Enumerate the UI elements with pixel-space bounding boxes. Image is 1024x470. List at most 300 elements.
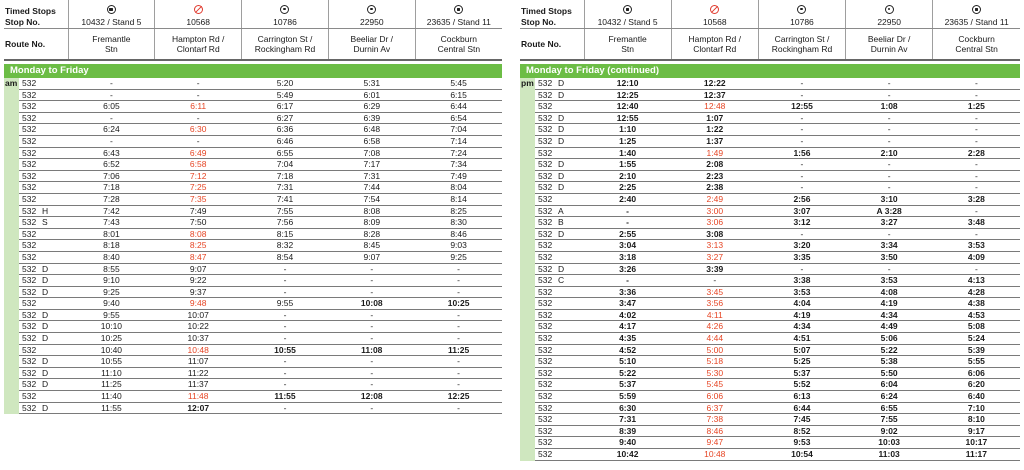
time-cell: 7:44 — [328, 182, 415, 194]
period-label — [520, 205, 535, 217]
time-cell: 5:38 — [846, 356, 933, 368]
service-code: D — [39, 275, 68, 287]
route-number: 532 — [535, 124, 555, 136]
timetable-row — [520, 112, 1020, 124]
period-label — [520, 217, 535, 229]
route-number: 532 — [535, 367, 555, 379]
time-cell: 4:44 — [671, 333, 758, 345]
timetable-row — [4, 182, 502, 194]
time-cell: - — [155, 78, 242, 89]
time-cell: 9:07 — [155, 263, 242, 275]
time-cell: 9:37 — [155, 286, 242, 298]
time-cell: 6:48 — [328, 124, 415, 136]
time-cell: 7:50 — [155, 217, 242, 229]
time-cell: - — [155, 89, 242, 101]
route-number: 532 — [19, 89, 39, 101]
period-label — [4, 402, 19, 414]
time-cell: 6:55 — [242, 147, 329, 159]
time-cell: 3:12 — [758, 217, 845, 229]
route-number: 532 — [535, 205, 555, 217]
time-cell: - — [328, 275, 415, 287]
time-cell: 2:10 — [846, 147, 933, 159]
timetable-row — [520, 275, 1020, 287]
time-cell: 12:08 — [328, 391, 415, 403]
time-cell: 6:36 — [242, 124, 329, 136]
time-cell: - — [758, 182, 845, 194]
time-cell: 6:27 — [242, 112, 329, 124]
route-number: 532 — [19, 228, 39, 240]
timetable-row — [4, 228, 502, 240]
timetable-row — [4, 275, 502, 287]
service-code: D — [555, 228, 584, 240]
time-cell: 5:10 — [584, 356, 671, 368]
route-number: 532 — [535, 298, 555, 310]
period-label — [4, 379, 19, 391]
time-cell: 6:30 — [584, 402, 671, 414]
time-cell: 5:18 — [671, 356, 758, 368]
time-cell: - — [933, 135, 1020, 147]
time-cell: 4:04 — [758, 298, 845, 310]
service-code — [39, 251, 68, 263]
time-cell: 5:59 — [584, 391, 671, 403]
time-cell: 3:53 — [758, 286, 845, 298]
time-cell: 6:49 — [155, 147, 242, 159]
time-cell: 3:53 — [933, 240, 1020, 252]
stop-number: 10786 — [242, 16, 329, 29]
time-cell: 4:19 — [758, 309, 845, 321]
timetable-row — [4, 240, 502, 252]
service-code: D — [39, 356, 68, 368]
time-cell: 3:38 — [758, 275, 845, 287]
route-number: 532 — [535, 112, 555, 124]
time-cell: 9:02 — [846, 425, 933, 437]
time-cell: 7:56 — [242, 217, 329, 229]
time-cell: 2:25 — [584, 182, 671, 194]
time-cell: 11:25 — [68, 379, 155, 391]
time-cell: 6:55 — [846, 402, 933, 414]
time-cell: 9:22 — [155, 275, 242, 287]
stop-number: 23635 / Stand 11 — [415, 16, 502, 29]
time-cell: 11:37 — [155, 379, 242, 391]
period-label — [4, 344, 19, 356]
route-number: 532 — [19, 367, 39, 379]
time-cell: - — [846, 135, 933, 147]
service-code — [555, 101, 584, 113]
time-cell: 9:10 — [68, 275, 155, 287]
service-code: D — [555, 78, 584, 89]
time-cell: 7:14 — [415, 135, 502, 147]
route-number: 532 — [19, 379, 39, 391]
time-cell: 9:40 — [584, 437, 671, 449]
time-cell: 4:34 — [758, 321, 845, 333]
stop-name: Carrington St / Rockingham Rd — [242, 29, 329, 61]
service-code — [39, 135, 68, 147]
time-cell: - — [758, 263, 845, 275]
no-stop-icon — [194, 5, 203, 14]
time-cell: 1:40 — [584, 147, 671, 159]
time-cell: 6:52 — [68, 159, 155, 171]
period-label — [520, 309, 535, 321]
time-cell: 7:10 — [933, 402, 1020, 414]
time-cell: 4:13 — [933, 275, 1020, 287]
timetable-row — [4, 391, 502, 403]
time-cell: 11:08 — [328, 344, 415, 356]
service-code — [555, 193, 584, 205]
period-label — [4, 391, 19, 403]
time-cell: - — [933, 263, 1020, 275]
route-no-label: Route No. — [520, 29, 584, 61]
time-cell: 4:09 — [933, 251, 1020, 263]
time-cell: 9:03 — [415, 240, 502, 252]
time-cell: 10:17 — [933, 437, 1020, 449]
period-label — [520, 159, 535, 171]
time-cell: - — [415, 286, 502, 298]
timetable-row — [4, 344, 502, 356]
timetable-row — [4, 298, 502, 310]
time-cell: 8:08 — [328, 205, 415, 217]
period-label — [520, 228, 535, 240]
time-cell: - — [846, 263, 933, 275]
timetable-row — [520, 402, 1020, 414]
time-cell: 7:24 — [415, 147, 502, 159]
route-number: 532 — [19, 101, 39, 113]
stop-name: Hampton Rd / Clontarf Rd — [155, 29, 242, 61]
route-number: 532 — [535, 286, 555, 298]
route-number: 532 — [19, 112, 39, 124]
time-cell: 5:37 — [758, 367, 845, 379]
time-cell: - — [758, 135, 845, 147]
route-number: 532 — [535, 78, 555, 89]
route-number: 532 — [535, 240, 555, 252]
time-cell: 5:00 — [671, 344, 758, 356]
route-number: 532 — [19, 205, 39, 217]
time-cell: 3:26 — [584, 263, 671, 275]
timetable-row — [520, 240, 1020, 252]
service-code: D — [555, 263, 584, 275]
time-cell: 5:55 — [933, 356, 1020, 368]
period-label — [4, 147, 19, 159]
bus-stop-icon — [454, 5, 463, 14]
time-cell: 4:26 — [671, 321, 758, 333]
period-label — [4, 182, 19, 194]
time-cell: 5:45 — [671, 379, 758, 391]
time-cell: 5:22 — [584, 367, 671, 379]
period-label — [520, 379, 535, 391]
time-cell: 8:52 — [758, 425, 845, 437]
timetable-header — [4, 0, 502, 61]
time-cell: 4:02 — [584, 309, 671, 321]
time-cell: 9:53 — [758, 437, 845, 449]
time-cell: - — [758, 170, 845, 182]
time-cell: 1:07 — [671, 112, 758, 124]
time-cell: 6:13 — [758, 391, 845, 403]
timetable-row — [520, 124, 1020, 136]
time-cell: 3:18 — [584, 251, 671, 263]
time-cell: 9:25 — [68, 286, 155, 298]
time-cell: - — [846, 124, 933, 136]
time-cell: 3:39 — [671, 263, 758, 275]
time-cell: 7:49 — [415, 170, 502, 182]
time-cell: 3:36 — [584, 286, 671, 298]
timetable-row — [4, 101, 502, 113]
time-cell: 11:07 — [155, 356, 242, 368]
time-cell: 2:49 — [671, 193, 758, 205]
time-cell: 8:39 — [584, 425, 671, 437]
route-no-label: Route No. — [4, 29, 68, 61]
time-cell: 6:46 — [242, 135, 329, 147]
stop-name: Beeliar Dr / Durnin Av — [846, 29, 933, 61]
stop-number: 23635 / Stand 11 — [933, 16, 1020, 29]
time-cell: 4:11 — [671, 309, 758, 321]
period-label — [4, 193, 19, 205]
time-cell: 6:01 — [328, 89, 415, 101]
stop-number: 22950 — [328, 16, 415, 29]
time-cell: 6:06 — [671, 391, 758, 403]
timetable-row — [520, 425, 1020, 437]
service-code: D — [39, 367, 68, 379]
route-number: 532 — [535, 275, 555, 287]
timetable-row — [520, 89, 1020, 101]
timetable-row — [520, 414, 1020, 426]
time-cell: 6:40 — [933, 391, 1020, 403]
time-cell: 2:55 — [584, 228, 671, 240]
time-cell: 12:37 — [671, 89, 758, 101]
period-label — [4, 321, 19, 333]
time-cell: 12:55 — [758, 101, 845, 113]
stop-no-label: Stop No. — [4, 16, 68, 29]
stop-name: Fremantle Stn — [68, 29, 155, 61]
time-cell: 6:29 — [328, 101, 415, 113]
time-cell: 10:37 — [155, 333, 242, 345]
time-cell: A 3:28 — [846, 205, 933, 217]
timetable-row — [4, 170, 502, 182]
stop-name: Cockburn Central Stn — [933, 29, 1020, 61]
time-cell: 7:31 — [584, 414, 671, 426]
period-label — [520, 263, 535, 275]
time-cell: 7:31 — [328, 170, 415, 182]
time-cell: - — [933, 228, 1020, 240]
time-cell: 6:39 — [328, 112, 415, 124]
period-label — [520, 240, 535, 252]
stop-number: 10568 — [155, 16, 242, 29]
timetable-row — [520, 367, 1020, 379]
route-number: 532 — [19, 402, 39, 414]
time-cell: 6:04 — [846, 379, 933, 391]
time-cell: 11:25 — [415, 344, 502, 356]
service-code — [39, 78, 68, 89]
service-code: D — [39, 379, 68, 391]
time-cell: 1:25 — [933, 101, 1020, 113]
service-code: D — [39, 263, 68, 275]
time-cell: - — [933, 112, 1020, 124]
time-cell: 5:39 — [933, 344, 1020, 356]
time-cell: 8:25 — [155, 240, 242, 252]
period-label: am — [5, 78, 18, 88]
stop-number: 10568 — [671, 16, 758, 29]
time-cell: 10:25 — [68, 333, 155, 345]
time-cell: 10:22 — [155, 321, 242, 333]
service-code — [39, 240, 68, 252]
service-code — [39, 228, 68, 240]
timetable-row — [4, 112, 502, 124]
service-code: D — [39, 321, 68, 333]
time-cell: 3:28 — [933, 193, 1020, 205]
time-cell: 7:18 — [68, 182, 155, 194]
time-cell: 5:20 — [242, 78, 329, 89]
time-cell: 4:51 — [758, 333, 845, 345]
period-label — [4, 240, 19, 252]
period-label — [520, 251, 535, 263]
route-number: 532 — [535, 217, 555, 229]
route-number: 532 — [19, 240, 39, 252]
route-number: 532 — [535, 309, 555, 321]
time-cell: - — [846, 159, 933, 171]
time-cell: 3:06 — [671, 217, 758, 229]
time-cell: 9:55 — [242, 298, 329, 310]
time-cell: 5:45 — [415, 78, 502, 89]
timed-stop-icon — [367, 5, 376, 14]
stop-name: Hampton Rd / Clontarf Rd — [671, 29, 758, 61]
service-code — [39, 159, 68, 171]
time-cell: - — [328, 402, 415, 414]
time-cell: 3:00 — [671, 205, 758, 217]
time-cell: 3:08 — [671, 228, 758, 240]
period-label — [520, 333, 535, 345]
timetable-row — [4, 217, 502, 229]
time-cell: 6:37 — [671, 402, 758, 414]
time-cell: - — [584, 217, 671, 229]
period-label — [4, 170, 19, 182]
time-cell: 1:08 — [846, 101, 933, 113]
time-cell: 1:10 — [584, 124, 671, 136]
service-code — [555, 333, 584, 345]
time-cell: 6:58 — [155, 159, 242, 171]
time-cell: 10:03 — [846, 437, 933, 449]
timetable-row — [520, 193, 1020, 205]
time-cell: - — [846, 78, 933, 89]
time-cell: 8:01 — [68, 228, 155, 240]
route-number: 532 — [535, 147, 555, 159]
time-cell: 9:25 — [415, 251, 502, 263]
service-code: H — [39, 205, 68, 217]
timetable-row — [4, 135, 502, 147]
time-cell: - — [155, 112, 242, 124]
time-cell: 6:58 — [328, 135, 415, 147]
time-cell: 5:25 — [758, 356, 845, 368]
time-cell: - — [933, 182, 1020, 194]
time-cell: 7:43 — [68, 217, 155, 229]
service-code — [555, 391, 584, 403]
route-number: 532 — [19, 344, 39, 356]
time-cell: 3:20 — [758, 240, 845, 252]
timetable-row — [520, 344, 1020, 356]
service-code — [555, 356, 584, 368]
time-cell: - — [328, 356, 415, 368]
timetable-row — [520, 147, 1020, 159]
time-cell: 11:40 — [68, 391, 155, 403]
time-cell: - — [68, 78, 155, 89]
service-code — [39, 170, 68, 182]
period-label — [4, 367, 19, 379]
time-cell: 6:44 — [758, 402, 845, 414]
timetable-row — [4, 286, 502, 298]
route-number: 532 — [535, 402, 555, 414]
time-cell: - — [933, 205, 1020, 217]
timetable-row — [4, 263, 502, 275]
service-code — [39, 147, 68, 159]
time-cell: 4:28 — [933, 286, 1020, 298]
timetable-row — [4, 356, 502, 368]
time-cell: 2:56 — [758, 193, 845, 205]
time-cell: 4:49 — [846, 321, 933, 333]
service-code — [555, 437, 584, 449]
time-cell: - — [758, 89, 845, 101]
time-cell: - — [758, 78, 845, 89]
period-label — [520, 135, 535, 147]
time-cell: 5:30 — [671, 367, 758, 379]
time-cell: 7:25 — [155, 182, 242, 194]
time-cell: 11:10 — [68, 367, 155, 379]
time-cell: 5:52 — [758, 379, 845, 391]
time-cell: - — [758, 112, 845, 124]
route-number: 532 — [19, 78, 39, 89]
period-label — [4, 101, 19, 113]
route-number: 532 — [535, 379, 555, 391]
time-cell: - — [584, 205, 671, 217]
time-cell: 8:14 — [415, 193, 502, 205]
time-cell: 12:22 — [671, 78, 758, 89]
route-number: 532 — [19, 124, 39, 136]
time-cell: - — [328, 286, 415, 298]
service-code: D — [555, 170, 584, 182]
timetable-row — [520, 321, 1020, 333]
time-cell: 3:13 — [671, 240, 758, 252]
time-cell: 12:40 — [584, 101, 671, 113]
service-code: A — [555, 205, 584, 217]
timetable-row — [520, 298, 1020, 310]
period-label — [520, 321, 535, 333]
time-cell: 1:37 — [671, 135, 758, 147]
route-number: 532 — [19, 182, 39, 194]
time-cell: - — [671, 275, 758, 287]
time-cell: - — [68, 135, 155, 147]
route-number: 532 — [535, 228, 555, 240]
time-cell: 7:55 — [846, 414, 933, 426]
timetable-row — [520, 379, 1020, 391]
period-label — [520, 356, 535, 368]
service-code: S — [39, 217, 68, 229]
time-cell: 9:17 — [933, 425, 1020, 437]
time-cell: 6:15 — [415, 89, 502, 101]
stop-number: 10432 / Stand 5 — [584, 16, 671, 29]
time-cell: 7:55 — [242, 205, 329, 217]
time-cell: 9:40 — [68, 298, 155, 310]
route-number: 532 — [19, 159, 39, 171]
time-cell: - — [68, 112, 155, 124]
time-cell: 12:48 — [671, 101, 758, 113]
time-cell: 3:48 — [933, 217, 1020, 229]
time-cell: 3:27 — [671, 251, 758, 263]
time-cell: 7:12 — [155, 170, 242, 182]
time-cell: 10:55 — [68, 356, 155, 368]
period-label — [4, 333, 19, 345]
time-cell: 1:22 — [671, 124, 758, 136]
period-label — [4, 124, 19, 136]
time-cell: 4:53 — [933, 309, 1020, 321]
time-cell: 2:10 — [584, 170, 671, 182]
time-cell: 3:07 — [758, 205, 845, 217]
route-number: 532 — [535, 89, 555, 101]
